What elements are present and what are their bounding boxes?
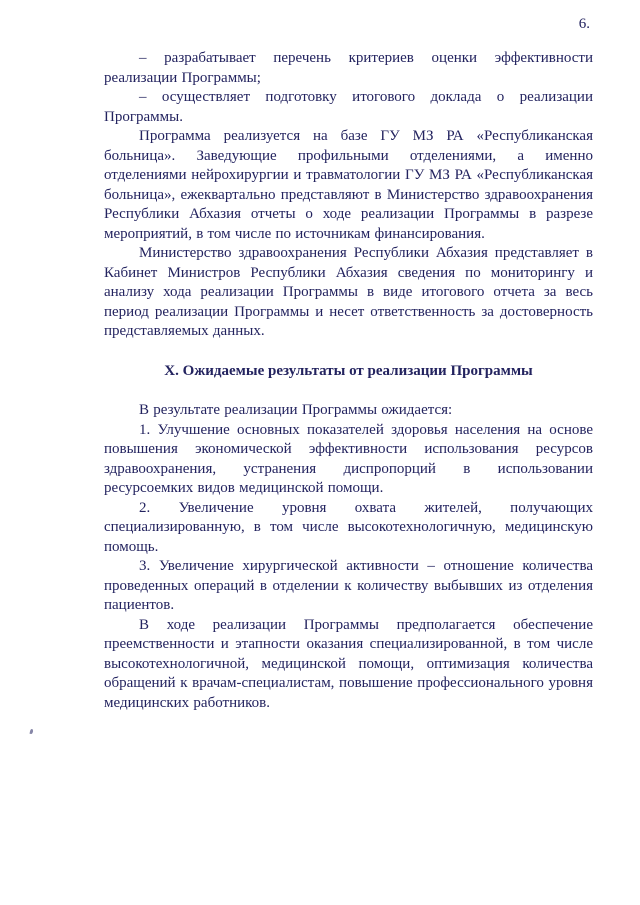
paragraph: 1. Улучшение основных показателей здоровья населения на основе повышения экономической эффективности использования ресурсов здравоохранения, устранения диспропорций в использовании ресурсоемких видов медицинской помощи. bbox=[104, 421, 593, 496]
paragraph: 2. Увеличение уровня охвата жителей, получающих специализированную, в том числе высокотехнологичную, медицинскую помощь. bbox=[104, 499, 593, 555]
paragraph: – осуществляет подготовку итогового доклада о реализации Программы. bbox=[104, 89, 593, 125]
paragraph: Программа реализуется на базе ГУ МЗ РА «Республиканская больница». Заведующие профильными отделениями, а именно отделениями нейрохирургии и травматологии ГУ МЗ РА «Республиканская больница», ежеквартально представляют в Министерство здравоохранения Республики Абхазия отчеты о ходе реализации Программы в разрезе мероприятий, в том числе по источникам финансирования. bbox=[104, 128, 593, 242]
paragraph: В результате реализации Программы ожидается: bbox=[139, 402, 453, 418]
paragraph: – разрабатывает перечень критериев оценки эффективности реализации Программы; bbox=[104, 50, 593, 86]
document-body bbox=[104, 49, 593, 713]
section-heading: X. Ожидаемые результаты от реализации Программы bbox=[164, 362, 533, 379]
paragraph: Министерство здравоохранения Республики Абхазия представляет в Кабинет Министров Республики Абхазия сведения по мониторингу и анализу хода реализации Программы в виде итогового отчета за весь период реализации Программы и несет ответственность за достоверность представляемых данных. bbox=[104, 245, 593, 339]
paragraph: 3. Увеличение хирургической активности – отношение количества проведенных операций в отделении к количеству выбывших из отделения пациентов. bbox=[104, 558, 593, 613]
scan-artifact-mark bbox=[30, 729, 34, 735]
page-number: 6. bbox=[578, 16, 590, 32]
paragraph: В ходе реализации Программы предполагается обеспечение преемственности и этапности оказания специализированной, в том числе высокотехнологичной, медицинской помощи, оптимизация количества обращений к врачам-специалистам, повышение профессионального уровня медицинских работников. bbox=[104, 616, 593, 711]
